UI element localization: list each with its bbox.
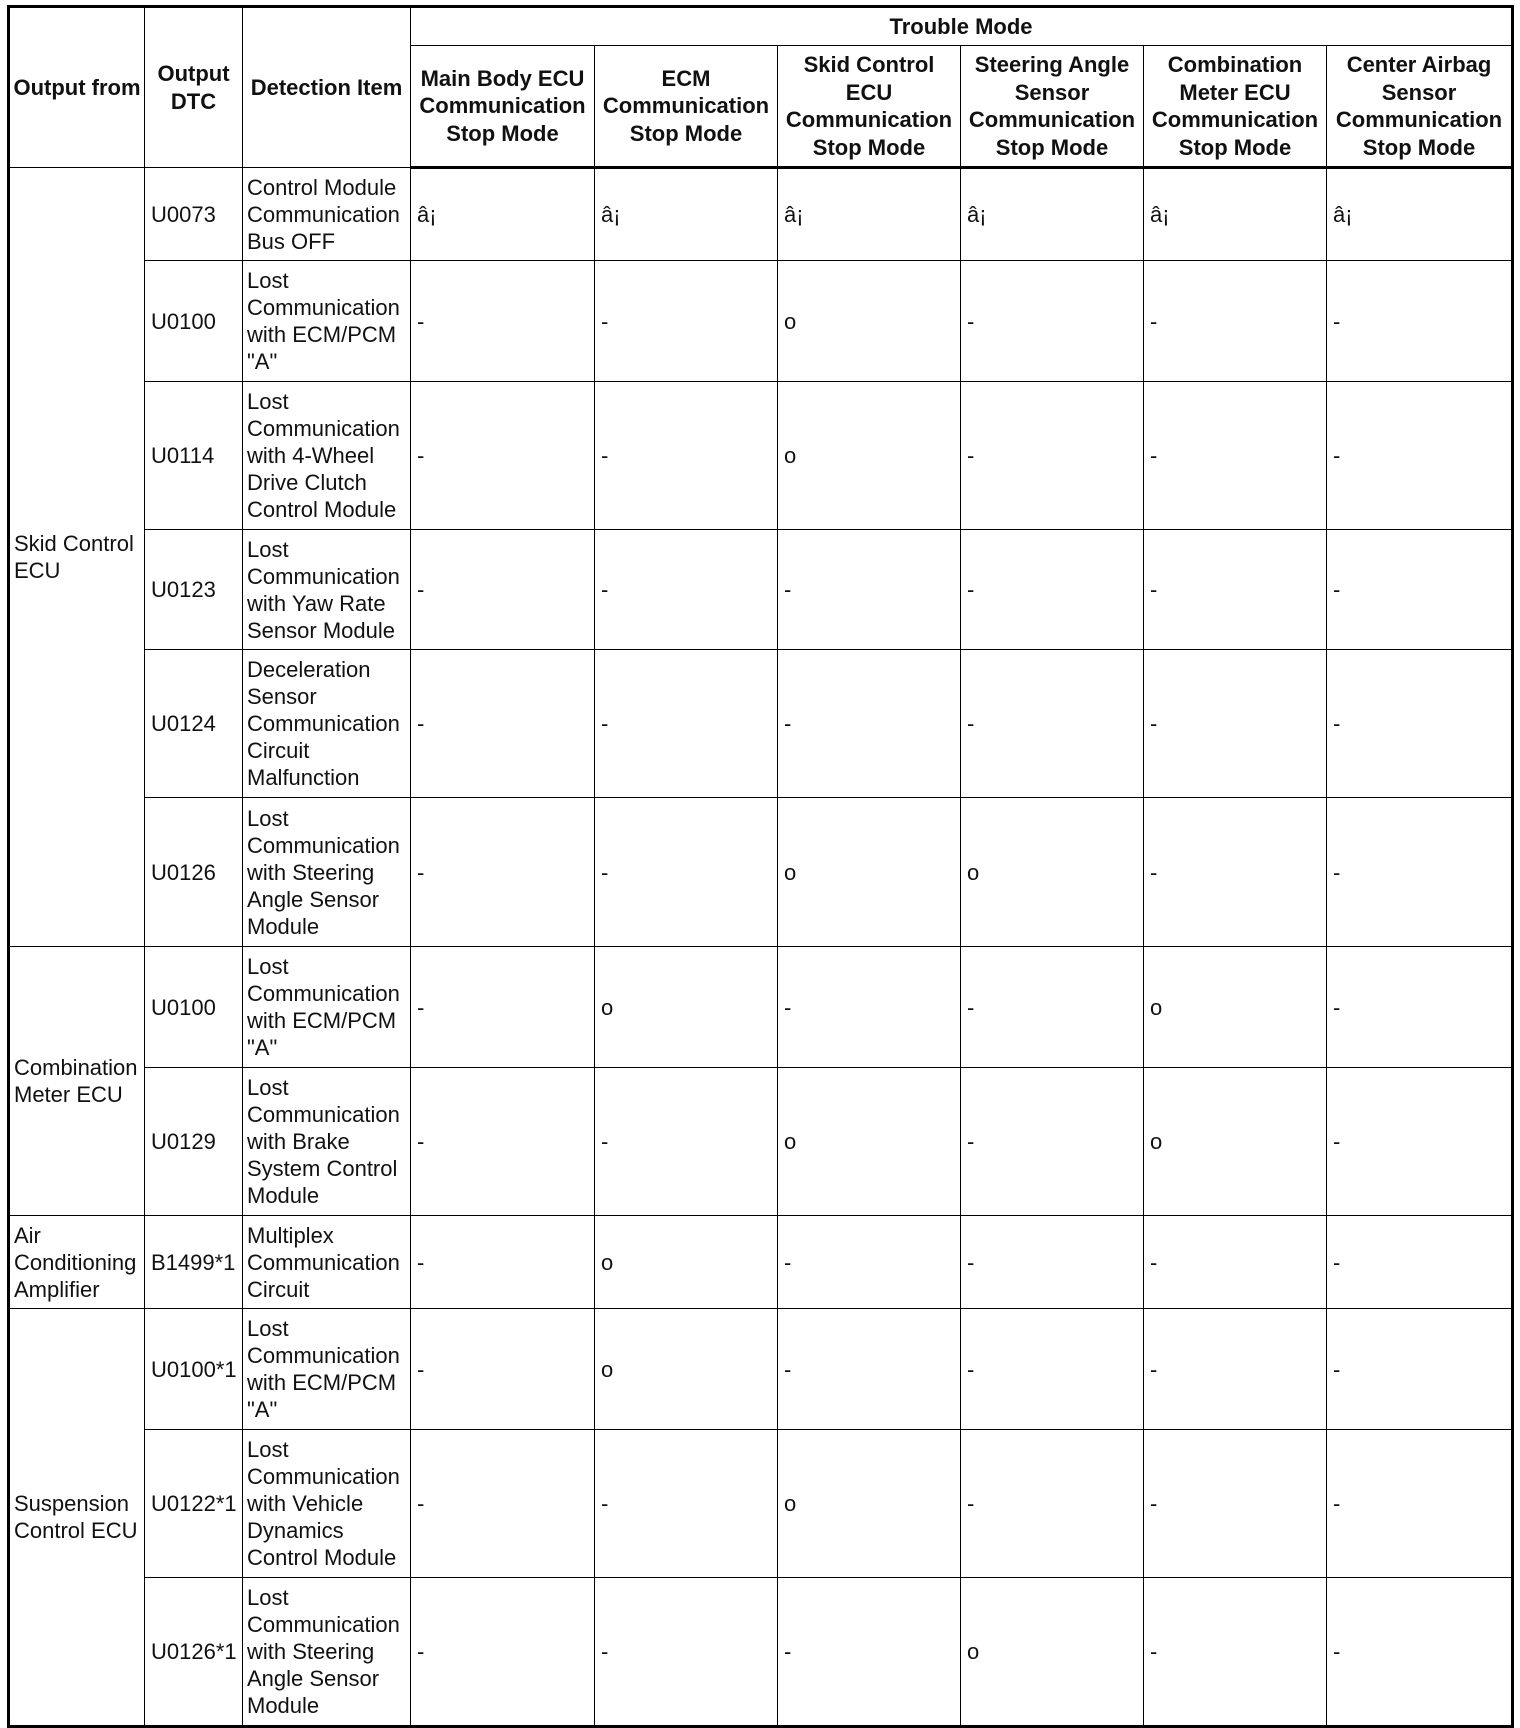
header-output-from: Output from	[9, 7, 145, 168]
dtc-code-cell: U0073	[145, 168, 243, 261]
dtc-trouble-mode-table	[7, 5, 1514, 1728]
mode-mark-cell: -	[595, 382, 778, 530]
mode-mark-cell: -	[1327, 1068, 1513, 1216]
mode-mark-cell: -	[595, 261, 778, 382]
table-row	[9, 382, 1513, 530]
header-mode-combination-meter-ecu: Combination Meter ECU Communication Stop Mode	[1144, 46, 1327, 168]
mode-mark-cell: -	[1327, 530, 1513, 650]
dtc-code-cell: U0123	[145, 530, 243, 650]
header-trouble-mode: Trouble Mode	[411, 7, 1513, 46]
mode-mark-cell: -	[778, 947, 961, 1068]
mode-mark-cell: -	[961, 1309, 1144, 1430]
header-mode-ecm: ECM Communication Stop Mode	[595, 46, 778, 168]
mode-mark-cell: -	[1327, 798, 1513, 947]
mode-mark-cell: â¡	[411, 168, 595, 261]
mode-mark-cell: -	[778, 650, 961, 798]
mode-mark-cell: -	[595, 530, 778, 650]
mode-mark-cell: o	[1144, 947, 1327, 1068]
mode-mark-cell: -	[595, 1430, 778, 1578]
table-row	[9, 1216, 1513, 1309]
detection-item-cell: Deceleration Sensor Communication Circuit Malfunction	[243, 650, 411, 798]
mode-mark-cell: â¡	[1327, 168, 1513, 261]
mode-mark-cell: -	[961, 1068, 1144, 1216]
mode-mark-cell: -	[1144, 798, 1327, 947]
dtc-code-cell: U0100	[145, 947, 243, 1068]
mode-mark-cell: o	[778, 798, 961, 947]
header-output-dtc: Output DTC	[145, 7, 243, 168]
mode-mark-cell: -	[961, 382, 1144, 530]
dtc-code-cell: U0124	[145, 650, 243, 798]
mode-mark-cell: o	[1144, 1068, 1327, 1216]
detection-item-cell: Lost Communication with Brake System Control Module	[243, 1068, 411, 1216]
mode-mark-cell: -	[411, 650, 595, 798]
detection-item-cell: Control Module Communication Bus OFF	[243, 168, 411, 261]
detection-item-cell: Lost Communication with Vehicle Dynamics Control Module	[243, 1430, 411, 1578]
mode-mark-cell: -	[961, 947, 1144, 1068]
table-row	[9, 1309, 1513, 1430]
mode-mark-cell: -	[778, 1216, 961, 1309]
mode-mark-cell: o	[595, 1216, 778, 1309]
mode-mark-cell: -	[411, 798, 595, 947]
detection-item-cell: Multiplex Communication Circuit	[243, 1216, 411, 1309]
mode-mark-cell: -	[1327, 1216, 1513, 1309]
mode-mark-cell: -	[961, 650, 1144, 798]
mode-mark-cell: -	[1327, 947, 1513, 1068]
mode-mark-cell: o	[961, 798, 1144, 947]
detection-item-cell: Lost Communication with ECM/PCM "A"	[243, 261, 411, 382]
table-row	[9, 947, 1513, 1068]
output-from-cell: Skid Control ECU	[9, 168, 145, 947]
mode-mark-cell: -	[1144, 1309, 1327, 1430]
mode-mark-cell: -	[595, 1578, 778, 1727]
mode-mark-cell: o	[778, 1068, 961, 1216]
mode-mark-cell: o	[778, 1430, 961, 1578]
mode-mark-cell: -	[1144, 1216, 1327, 1309]
mode-mark-cell: o	[595, 947, 778, 1068]
mode-mark-cell: -	[411, 1309, 595, 1430]
table-row	[9, 650, 1513, 798]
detection-item-cell: Lost Communication with Steering Angle Sensor Module	[243, 798, 411, 947]
mode-mark-cell: -	[778, 1578, 961, 1727]
mode-mark-cell: -	[595, 1068, 778, 1216]
table-row	[9, 261, 1513, 382]
mode-mark-cell: -	[1327, 382, 1513, 530]
mode-mark-cell: -	[1327, 650, 1513, 798]
output-from-cell: Suspension Control ECU	[9, 1309, 145, 1727]
mode-mark-cell: -	[778, 530, 961, 650]
mode-mark-cell: o	[595, 1309, 778, 1430]
dtc-code-cell: U0100*1	[145, 1309, 243, 1430]
table-row	[9, 168, 1513, 261]
header-row-top	[9, 7, 1513, 46]
mode-mark-cell: -	[411, 947, 595, 1068]
mode-mark-cell: -	[1144, 261, 1327, 382]
mode-mark-cell: -	[961, 1430, 1144, 1578]
dtc-code-cell: U0129	[145, 1068, 243, 1216]
detection-item-cell: Lost Communication with Yaw Rate Sensor Module	[243, 530, 411, 650]
mode-mark-cell: -	[1144, 650, 1327, 798]
header-mode-main-body-ecu: Main Body ECU Communication Stop Mode	[411, 46, 595, 168]
mode-mark-cell: â¡	[961, 168, 1144, 261]
mode-mark-cell: -	[961, 1216, 1144, 1309]
detection-item-cell: Lost Communication with ECM/PCM "A"	[243, 1309, 411, 1430]
mode-mark-cell: -	[411, 1430, 595, 1578]
mode-mark-cell: -	[411, 1578, 595, 1727]
mode-mark-cell: -	[595, 650, 778, 798]
mode-mark-cell: â¡	[778, 168, 961, 261]
mode-mark-cell: -	[1327, 1430, 1513, 1578]
detection-item-cell: Lost Communication with ECM/PCM "A"	[243, 947, 411, 1068]
mode-mark-cell: -	[1144, 382, 1327, 530]
mode-mark-cell: -	[1327, 261, 1513, 382]
header-mode-skid-control-ecu: Skid Control ECU Communication Stop Mode	[778, 46, 961, 168]
mode-mark-cell: -	[961, 530, 1144, 650]
table-row	[9, 798, 1513, 947]
table-body	[9, 168, 1513, 1727]
dtc-code-cell: U0114	[145, 382, 243, 530]
mode-mark-cell: -	[411, 261, 595, 382]
mode-mark-cell: o	[961, 1578, 1144, 1727]
table-row	[9, 530, 1513, 650]
header-detection-item: Detection Item	[243, 7, 411, 168]
header-mode-center-airbag-sensor: Center Airbag Sensor Communication Stop Mode	[1327, 46, 1513, 168]
mode-mark-cell: -	[1144, 530, 1327, 650]
mode-mark-cell: -	[411, 1068, 595, 1216]
mode-mark-cell: -	[411, 1216, 595, 1309]
table-row	[9, 1430, 1513, 1578]
mode-mark-cell: -	[1144, 1430, 1327, 1578]
mode-mark-cell: -	[595, 798, 778, 947]
table-row	[9, 1068, 1513, 1216]
mode-mark-cell: o	[778, 382, 961, 530]
mode-mark-cell: -	[411, 530, 595, 650]
mode-mark-cell: -	[1144, 1578, 1327, 1727]
dtc-code-cell: U0126*1	[145, 1578, 243, 1727]
mode-mark-cell: -	[411, 382, 595, 530]
dtc-code-cell: U0122*1	[145, 1430, 243, 1578]
dtc-code-cell: U0100	[145, 261, 243, 382]
output-from-cell: Combination Meter ECU	[9, 947, 145, 1216]
mode-mark-cell: o	[778, 261, 961, 382]
header-mode-steering-angle-sensor: Steering Angle Sensor Communication Stop Mode	[961, 46, 1144, 168]
mode-mark-cell: â¡	[1144, 168, 1327, 261]
table-row	[9, 1578, 1513, 1727]
mode-mark-cell: -	[1327, 1578, 1513, 1727]
table-header	[9, 7, 1513, 168]
output-from-cell: Air Conditioning Amplifier	[9, 1216, 145, 1309]
mode-mark-cell: â¡	[595, 168, 778, 261]
dtc-code-cell: U0126	[145, 798, 243, 947]
detection-item-cell: Lost Communication with 4-Wheel Drive Clutch Control Module	[243, 382, 411, 530]
mode-mark-cell: -	[778, 1309, 961, 1430]
detection-item-cell: Lost Communication with Steering Angle Sensor Module	[243, 1578, 411, 1727]
dtc-code-cell: B1499*1	[145, 1216, 243, 1309]
mode-mark-cell: -	[961, 261, 1144, 382]
mode-mark-cell: -	[1327, 1309, 1513, 1430]
